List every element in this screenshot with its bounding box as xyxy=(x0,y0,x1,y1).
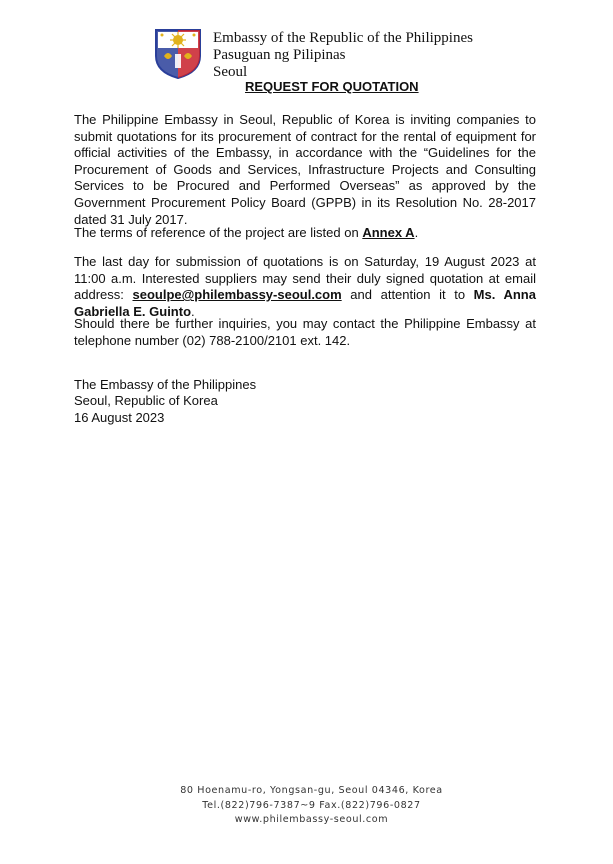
philippine-seal-logo xyxy=(150,26,206,80)
paragraph-invitation-text: The Philippine Embassy in Seoul, Republic of Korea is inviting companies to submit quotations for its procurement of contract for the rental of equipment for official activities of the Embassy, in accordance with the “Guidelines for the Procurement of Goods and Services, Infrastructure Projects and Consulting Services to be Procured and Performed Overseas” as approved by the Government Procurement Policy Board (GPPB) in its Resolution No. 28-2017 dated 31 July 2017. xyxy=(74,112,536,227)
letterhead xyxy=(213,30,473,81)
paragraph-invitation xyxy=(74,112,536,228)
contact-person-name: Ms. Anna Gabriella E. Guinto xyxy=(74,287,536,319)
paragraph-inquiries xyxy=(74,316,536,349)
closing-date: 16 August 2023 xyxy=(74,409,165,425)
footer xyxy=(0,784,613,828)
deadline-period: . xyxy=(191,303,195,319)
footer-phone: Tel.(822)796-7387~9 Fax.(822)796-0827 xyxy=(202,799,421,811)
deadline-text: The last day for submission of quotations is on Saturday, 19 August 2023 at 11:00 a.m. Interested suppliers may send their duly signed quotation at email address: xyxy=(74,254,536,303)
paragraph-terms xyxy=(74,225,536,242)
closing-location: Seoul, Republic of Korea xyxy=(74,393,218,409)
footer-website[interactable]: www.philembassy-seoul.com xyxy=(234,814,389,825)
embassy-name: Embassy of the Republic of the Philippines xyxy=(213,30,473,46)
annex-a-link[interactable]: Annex A xyxy=(362,225,415,240)
terms-period: . xyxy=(414,225,419,240)
footer-address: 80 Hoenamu-ro, Yongsan-gu, Seoul 04346, Korea xyxy=(180,785,443,796)
terms-text: The terms of reference of the project are listed on xyxy=(74,225,363,240)
closing-embassy: The Embassy of the Philippines xyxy=(74,377,257,392)
paragraph-deadline xyxy=(74,254,536,320)
paragraph-inquiries-text: Should there be further inquiries, you may contact the Philippine Embassy at telephone number (02) 788-2100/2101 ext. 142. xyxy=(74,316,536,348)
email-link[interactable]: seoulpe@philembassy-seoul.com xyxy=(132,287,342,303)
embassy-city: Seoul xyxy=(213,64,248,80)
closing-block xyxy=(74,377,256,426)
embassy-name-filipino: Pasuguan ng Pilipinas xyxy=(213,47,346,63)
page-title: REQUEST FOR QUOTATION xyxy=(245,79,419,94)
attention-text: and attention it to xyxy=(341,287,474,303)
